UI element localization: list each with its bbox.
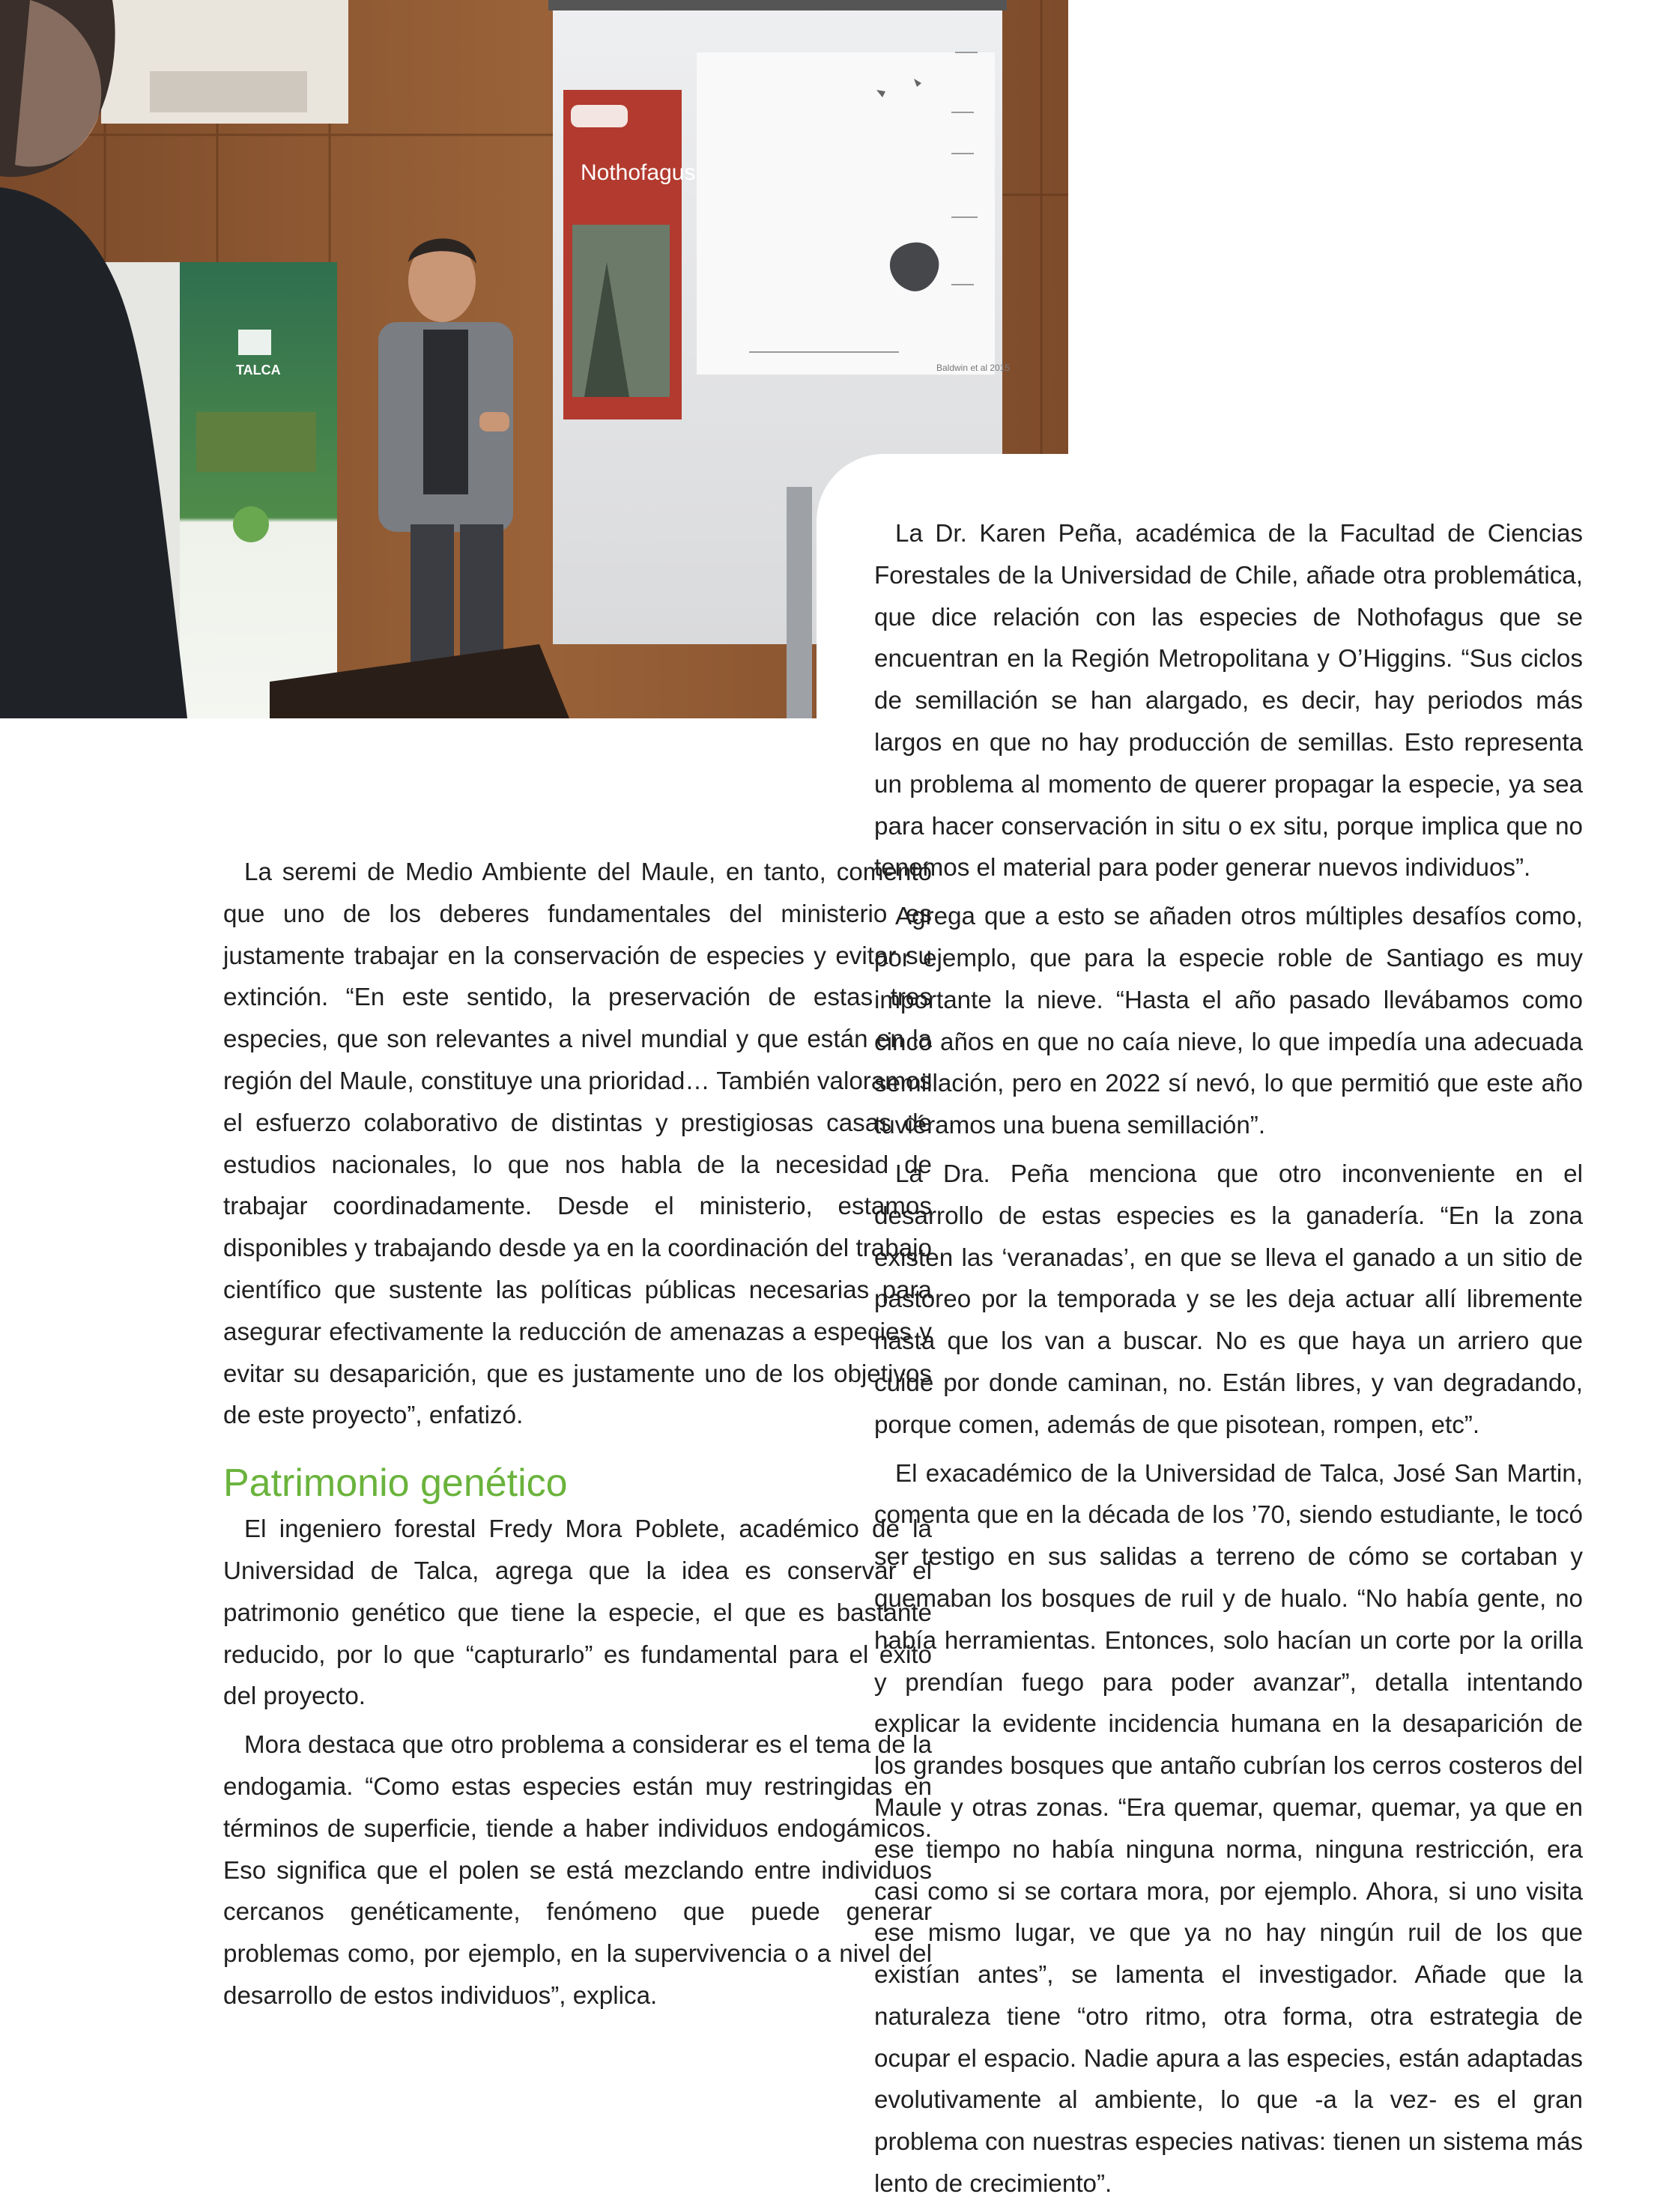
section-heading: Patrimonio genético	[223, 1461, 568, 1506]
paragraph: Mora destaca que otro problema a considerar es el tema de la endogamia. “Como estas especies están muy restringidas en términos de superficie, tiende a haber individuos endogámicos. Eso significa que el polen se está mezclando entre individuos cercanos genéticamente, fenómeno que puede generar problemas como, por ejemplo, en la supervivencia o a nivel del desarrollo de estos individuos”, explica.	[223, 1731, 932, 2010]
paragraph: La Dra. Peña menciona que otro inconveniente en el desarrollo de estas especies es la ganadería. “En la zona existen las ‘veranadas’, en que se lleva el ganado a un sitio de pastoreo por la temporada y se les deja actuar allí libremente hasta que los van a buscar. No es que haya un arriero que cuide por donde caminan, no. Están libres, y van degradando, porque comen, además de que pisotean, rompen, etc”.	[874, 1160, 1583, 1439]
slide-credit: Baldwin et al 2015	[936, 363, 1011, 373]
paragraph: La seremi de Medio Ambiente del Maule, en tanto, comentó que uno de los deberes fundamentales del ministerio es justamente trabajar en la conservación de especies y evitar su extinción. “En este sentido, la preservación de estas tres especies, que son relevantes a nivel mundial y que están en la región del Maule, constituye una prioridad… También valoramos el esfuerzo colaborativo de distintas y prestigiosas casas de estudios nacionales, lo que nos habla de la necesidad de trabajar coordinadamente. Desde el ministerio, estamos disponibles y trabajando desde ya en la coordinación del trabajo científico que sustente las políticas públicas necesarias para asegurar efectivamente la reducción de amenazas a especies y evitar su desaparición, que es justamente uno de los objetivos de este proyecto”, enfatizó.	[223, 858, 932, 1430]
banner-text: TALCA	[236, 363, 281, 378]
paragraph: El ingeniero forestal Fredy Mora Poblete, académico de la Universidad de Talca, agrega que la idea es conservar el patrimonio genético que tiene la especie, el que es bastante reducido, por lo que “capturarlo” es fundamental para el éxito del proyecto.	[223, 1515, 932, 1711]
slide-title: Nothofagus	[581, 160, 696, 185]
paragraph: El exacadémico de la Universidad de Talca, José San Martin, comenta que en la década de los ’70, siendo estudiante, le tocó ser testigo en sus salidas a terreno de cómo se cortaban y quemaban los bosques de ruil y de hualo. “No había gente, no había herramientas. Entonces, solo hacían un corte por la orilla y prendían fuego para poder avanzar”, detalla intentando explicar la evidente incidencia humana en la desaparición de los grandes bosques que antaño cubrían los cerros costeros del Maule y otras zonas. “Era quemar, quemar, quemar, ya que en ese tiempo no había ninguna norma, ninguna restricción, era casi como si se cortara mora, por ejemplo. Ahora, si uno visita ese mismo lugar, ve que ya no hay ningún ruil de los que existían antes”, se lamenta el investigador. Añade que la naturaleza tiene “otro ritmo, otra forma, otra estrategia de ocupar el espacio. Nadie apura a las especies, están adaptadas evolutivamente al ambiente, lo que -a la vez- es el gran problema con nuestras especies nativas: tienen un sistema más lento de crecimiento”.	[874, 1459, 1583, 2199]
left-column	[223, 852, 932, 2024]
paragraph: Agrega que a esto se añaden otros múltiples desafíos como, por ejemplo, que para la especie roble de Santiago es muy importante la nieve. “Hasta el año pasado llevábamos como cinco años en que no caía nieve, lo que impedía una adecuada semillación, pero en 2022 sí nevó, lo que permitió que este año tuviéramos una buena semillación”.	[874, 903, 1583, 1140]
right-column	[874, 513, 1583, 2212]
paragraph: La Dr. Karen Peña, académica de la Facultad de Ciencias Forestales de la Universidad de Chile, añade otra problemática, que dice relación con las especies de Nothofagus que se encuentran en la Región Metropolitana y O’Higgins. “Sus ciclos de semillación se han alargado, es decir, hay periodos más largos en que no hay producción de semillas. Esto representa un problema al momento de querer propagar la especie, ya sea para hacer conservación in situ o ex situ, porque implica que no tenemos el material para poder generar nuevos individuos”.	[874, 520, 1583, 882]
